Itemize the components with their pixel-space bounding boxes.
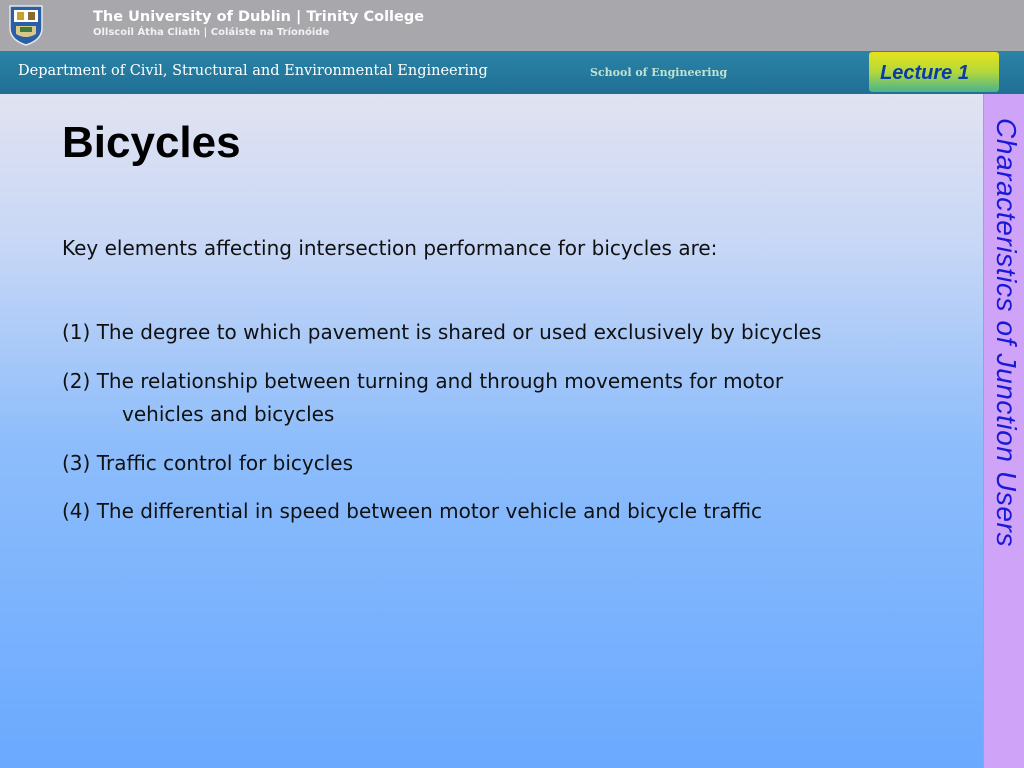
list-item	[62, 365, 783, 431]
side-panel-title: Characteristics of Junction Users	[991, 118, 1022, 548]
lecture-label: Lecture 1	[880, 62, 969, 84]
lecture-badge	[869, 52, 999, 92]
list-item	[62, 495, 762, 528]
university-subtitle: Ollscoil Átha Cliath | Coláiste na Tríonóide	[93, 27, 330, 38]
side-panel	[983, 94, 1024, 768]
shield-crest-icon	[8, 4, 44, 46]
list-item-text: (4) The differential in speed between motor vehicle and bicycle traffic	[62, 499, 763, 523]
list-item	[62, 447, 353, 480]
school-name: School of Engineering	[590, 66, 728, 79]
list-item	[62, 316, 821, 349]
list-item-text: (2) The relationship between turning and through movements for motor	[62, 369, 784, 393]
university-name: The University of Dublin | Trinity College	[93, 9, 425, 25]
slide-intro: Key elements affecting intersection performance for bicycles are:	[62, 236, 718, 260]
list-item-text: (3) Traffic control for bicycles	[62, 451, 354, 475]
list-item-text: (1) The degree to which pavement is shared or used exclusively by bicycles	[62, 320, 822, 344]
slide-title: Bicycles	[62, 118, 241, 167]
department-name: Department of Civil, Structural and Environmental Engineering	[18, 63, 488, 79]
slide-content-area	[0, 94, 983, 768]
university-header	[0, 0, 1024, 51]
list-item-continuation: vehicles and bicycles	[122, 402, 335, 426]
